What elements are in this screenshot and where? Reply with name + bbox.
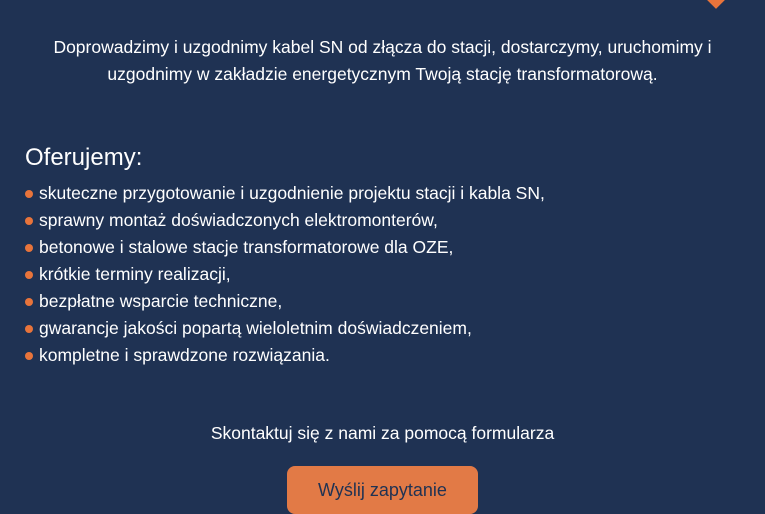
bullet-icon bbox=[25, 325, 33, 333]
list-item-text: skuteczne przygotowanie i uzgodnienie projektu stacji i kabla SN, bbox=[39, 183, 545, 203]
list-item-text: kompletne i sprawdzone rozwiązania. bbox=[39, 345, 330, 365]
bullet-icon bbox=[25, 244, 33, 252]
contact-text: Skontaktuj się z nami za pomocą formularza bbox=[210, 423, 555, 443]
offer-list bbox=[25, 180, 545, 369]
list-item-text: bezpłatne wsparcie techniczne, bbox=[39, 291, 283, 311]
bullet-icon bbox=[25, 352, 33, 360]
intro-text: Doprowadzimy i uzgodnimy kabel SN od złącza do stacji, dostarczymy, uruchomimy i uzgodnimy w zakładzie energetycznym Twoją stację transformatorową. bbox=[53, 37, 712, 84]
offer-heading: Oferujemy: bbox=[25, 144, 143, 171]
list-item-text: krótkie terminy realizacji, bbox=[39, 264, 231, 284]
list-item-text: sprawny montaż doświadczonych elektromonterów, bbox=[39, 210, 438, 230]
list-item bbox=[25, 180, 545, 207]
bullet-icon bbox=[25, 271, 33, 279]
list-item bbox=[25, 288, 545, 315]
bullet-icon bbox=[25, 298, 33, 306]
list-item bbox=[25, 261, 545, 288]
list-item bbox=[25, 207, 545, 234]
list-item-text: gwarancje jakości popartą wieloletnim doświadczeniem, bbox=[39, 318, 472, 338]
bullet-icon bbox=[25, 190, 33, 198]
accent-diamond-icon bbox=[706, 0, 726, 9]
list-item bbox=[25, 234, 545, 261]
send-inquiry-button[interactable]: Wyślij zapytanie bbox=[287, 466, 478, 514]
list-item-text: betonowe i stalowe stacje transformatorowe dla OZE, bbox=[39, 237, 454, 257]
bullet-icon bbox=[25, 217, 33, 225]
list-item bbox=[25, 342, 545, 369]
list-item bbox=[25, 315, 545, 342]
